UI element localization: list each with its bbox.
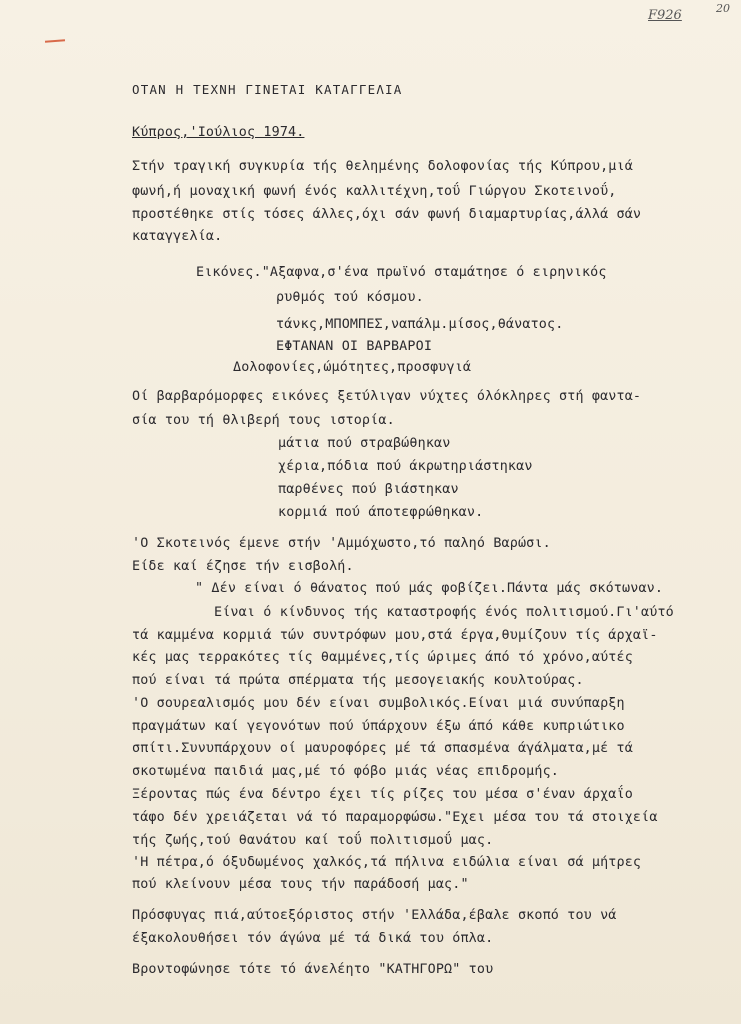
- text-line: Δολοφονίες,ώμότητες,προσφυγιά: [233, 360, 472, 375]
- text-line: μάτια πού στραβώθηκαν: [278, 436, 451, 451]
- text-line: τής ζωής,τού θανάτου καί τοΰ πολιτισμοΰ μας.: [132, 833, 494, 848]
- archive-reference: F926: [648, 8, 682, 23]
- text-line: πού είναι τά πρώτα σπέρματα τής μεσογειακής κουλτούρας.: [132, 673, 584, 688]
- text-line: Εικόνες."Αξαφνα,σ'ένα πρωϊνό σταμάτησε ό ειρηνικός: [196, 265, 607, 280]
- text-line: Οί βαρβαρόμορφες εικόνες ξετύλιγαν νύχτες όλόκληρες στή φαντα-: [132, 389, 642, 404]
- text-line: Είναι ό κίνδυνος τής καταστροφής ένός πολιτισμού.Γι'αύτό: [214, 605, 674, 620]
- text-line: Είδε καί έζησε τήν εισβολή.: [132, 559, 354, 574]
- text-line: κορμιά πού άποτεφρώθηκαν.: [278, 505, 484, 520]
- text-line: σπίτι.Συνυπάρχουν οί μαυροφόρες μέ τά σπασμένα άγάλματα,μέ τά: [132, 741, 633, 756]
- text-line: παρθένες πού βιάστηκαν: [278, 482, 459, 497]
- text-line: τά καμμένα κορμιά τών συντρόφων μου,στά έργα,θυμίζουν τίς άρχαϊ-: [132, 628, 658, 643]
- text-line: πραγμάτων καί γεγονότων πού ύπάρχουν έξω άπό κάθε κυπριώτικο: [132, 719, 625, 734]
- text-line: " Δέν είναι ό θάνατος πού μάς φοβίζει.Πάντα μάς σκότωναν.: [195, 581, 664, 596]
- page-number: 20: [716, 2, 730, 15]
- text-line: κές μας τερρακότες τίς θαμμένες,τίς ώριμες άπό τό χρόνο,αύτές: [132, 650, 633, 665]
- text-line: Βροντοφώνησε τότε τό άνελέητο "ΚΑΤΗΓΟΡΩ" του: [132, 962, 494, 977]
- text-line: Πρόσφυγας πιά,αύτοεξόριστος στήν 'Ελλάδα,έβαλε σκοπό του νά: [132, 908, 617, 923]
- text-line: 'Η πέτρα,ό όξυδωμένος χαλκός,τά πήλινα ειδώλια είναι σά μήτρες: [132, 855, 642, 870]
- margin-mark: [45, 39, 65, 42]
- text-line: ΕΦΤΑΝΑΝ ΟΙ ΒΑΡΒΑΡΟΙ: [276, 339, 433, 354]
- text-line: σία του τή θλιβερή τους ιστορία.: [132, 413, 395, 428]
- text-line: σκοτωμένα παιδιά μας,μέ τό φόβο μιάς νέας επιδρομής.: [132, 764, 560, 779]
- text-line: Στήν τραγική συγκυρία τής θελημένης δολοφονίας τής Κύπρου,μιά: [132, 159, 633, 174]
- date-line: Κύπρος,'Ιούλιος 1974.: [132, 125, 305, 140]
- text-line: προστέθηκε στίς τόσες άλλες,όχι σάν φωνή διαμαρτυρίας,άλλά σάν: [132, 207, 642, 222]
- text-line: χέρια,πόδια πού άκρωτηριάστηκαν: [278, 459, 533, 474]
- page-title: ΟΤΑΝ Η ΤΕΧΝΗ ΓΙΝΕΤΑΙ ΚΑΤΑΓΓΕΛΙΑ: [132, 82, 403, 97]
- text-line: τάνκς,ΜΠΟΜΠΕΣ,ναπάλμ.μίσος,θάνατος.: [276, 317, 564, 332]
- text-line: τάφο δέν χρειάζεται νά τό παραμορφώσω."Εχει μέσα του τά στοιχεία: [132, 810, 658, 825]
- text-line: πού κλείνουν μέσα τους τήν παράδοσή μας.": [132, 877, 469, 892]
- text-line: Ξέροντας πώς ένα δέντρο έχει τίς ρίζες του μέσα σ'έναν άρχαΐο: [132, 787, 633, 802]
- text-line: 'Ο Σκοτεινός έμενε στήν 'Αμμόχωστο,τό παληό Βαρώσι.: [132, 536, 551, 551]
- text-line: καταγγελία.: [132, 229, 223, 244]
- text-line: ρυθμός τού κόσμου.: [276, 290, 424, 305]
- text-line: φωνή,ή μοναχική φωνή ένός καλλιτέχνη,τοΰ Γιώργου Σκοτεινοΰ,: [132, 184, 617, 199]
- text-line: έξακολουθήσει τόν άγώνα μέ τά δικά του όπλα.: [132, 931, 494, 946]
- text-line: 'Ο σουρεαλισμός μου δέν είναι συμβολικός.Είναι μιά συνύπαρξη: [132, 696, 625, 711]
